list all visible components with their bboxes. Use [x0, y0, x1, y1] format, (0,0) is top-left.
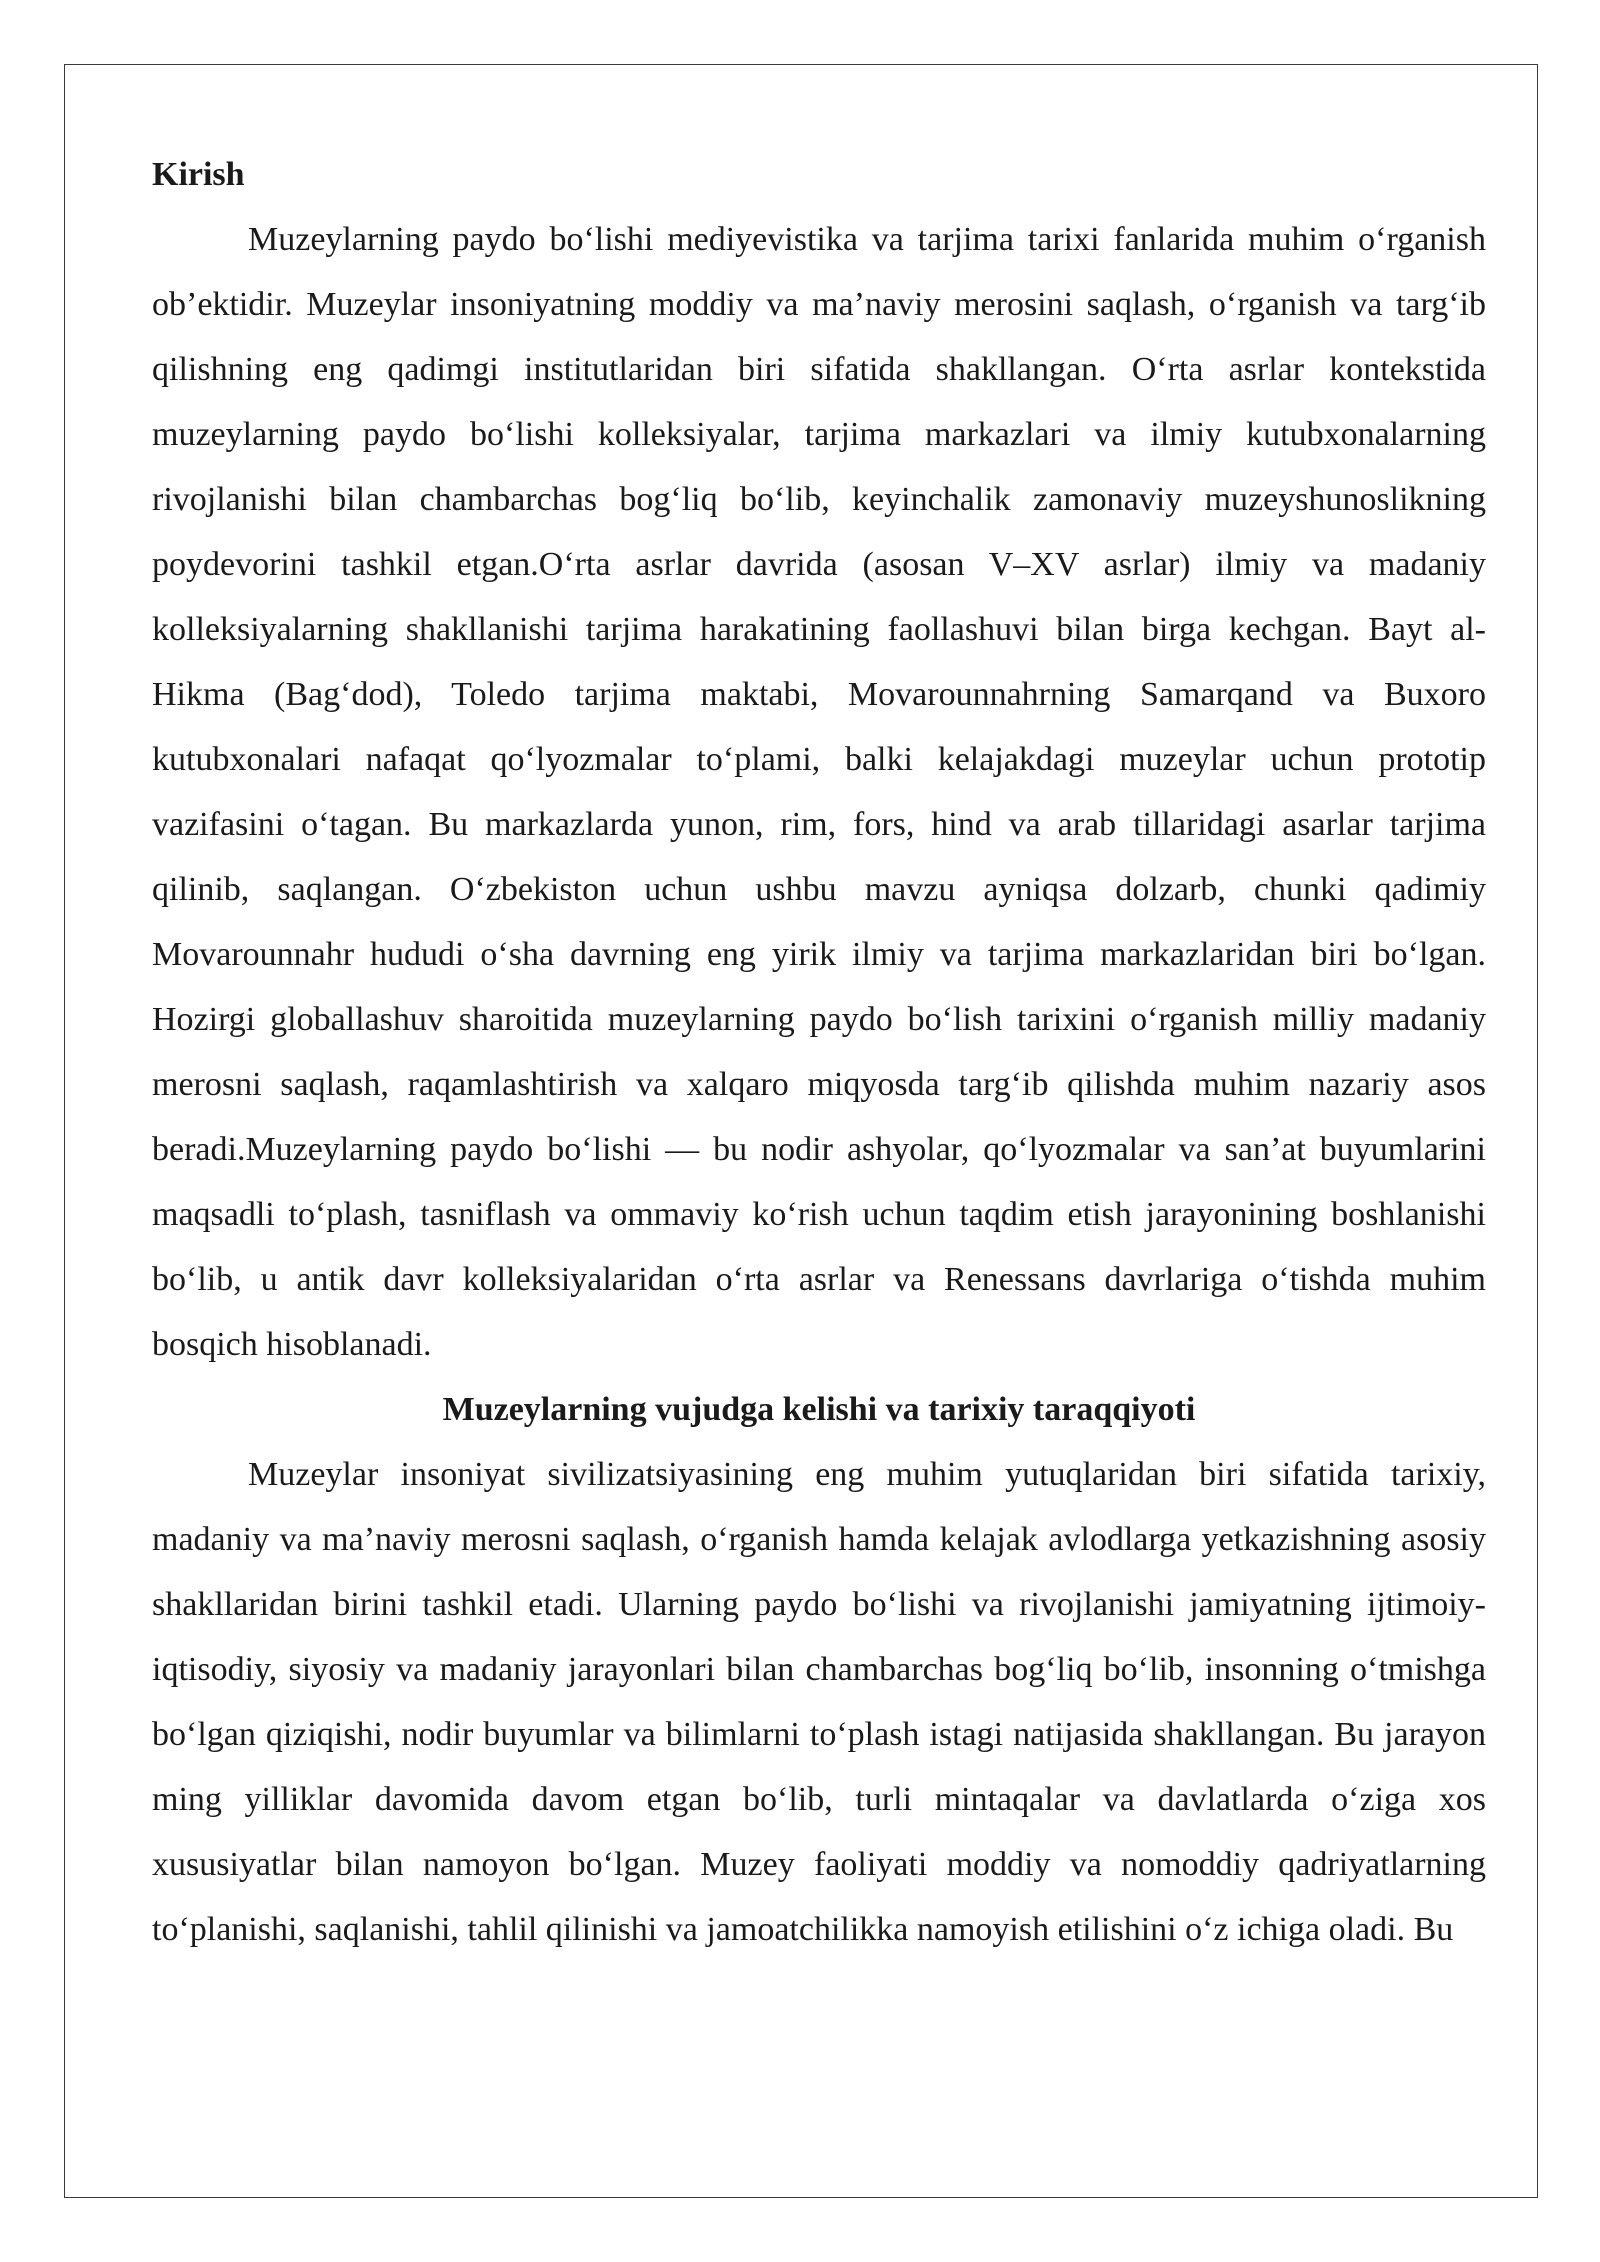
document-body [152, 142, 1486, 1962]
intro-paragraph: Muzeylarning paydo bo‘lishi mediyevistika va tarjima tarixi fanlarida muhim o‘rganish ob’ektidir. Muzeylar insoniyatning moddiy va ma’naviy merosini saqlash, o‘rganish va targ‘ib qilishning eng qadimgi institutlaridan biri sifatida shakllangan. O‘rta asrlar kontekstida muzeylarning paydo bo‘lishi kolleksiyalar, tarjima markazlari va ilmiy kutubxonalarning rivojlanishi bilan chambarchas bog‘liq bo‘lib, keyinchalik zamonaviy muzeyshunoslikning poydevorini tashkil etgan.O‘rta asrlar davrida (asosan V–XV asrlar) ilmiy va madaniy kolleksiyalarning shakllanishi tarjima harakatining faollashuvi bilan birga kechgan. Bayt al-Hikma (Bag‘dod), Toledo tarjima maktabi, Movarounnahrning Samarqand va Buxoro kutubxonalari nafaqat qo‘lyozmalar to‘plami, balki kelajakdagi muzeylar uchun prototip vazifasini o‘tagan. Bu markazlarda yunon, rim, fors, hind va arab tillaridagi asarlar tarjima qilinib, saqlangan. O‘zbekiston uchun ushbu mavzu ayniqsa dolzarb, chunki qadimiy Movarounnahr hududi o‘sha davrning eng yirik ilmiy va tarjima markazlaridan biri bo‘lgan. Hozirgi globallashuv sharoitida muzeylarning paydo bo‘lish tarixini o‘rganish milliy madaniy merosni saqlash, raqamlashtirish va xalqaro miqyosda targ‘ib qilishda muhim nazariy asos beradi.Muzeylarning paydo bo‘lishi — bu nodir ashyolar, qo‘lyozmalar va san’at buyumlarini maqsadli to‘plash, tasniflash va ommaviy ko‘rish uchun taqdim etish jarayonining boshlanishi bo‘lib, u antik davr kolleksiyalaridan o‘rta asrlar va Renessans davrlariga o‘tishda muhim bosqich hisoblanadi. [152, 221, 1486, 1363]
intro-heading: Kirish [152, 156, 245, 193]
section-paragraph: Muzeylar insoniyat sivilizatsiyasining eng muhim yutuqlaridan biri sifatida tarixiy, madaniy va ma’naviy merosni saqlash, o‘rganish hamda kelajak avlodlarga yetkazishning asosiy shakllaridan birini tashkil etadi. Ularning paydo bo‘lishi va rivojlanishi jamiyatning ijtimoiy-iqtisodiy, siyosiy va madaniy jarayonlari bilan chambarchas bog‘liq bo‘lib, insonning o‘tmishga bo‘lgan qiziqishi, nodir buyumlar va bilimlarni to‘plash istagi natijasida shakllangan. Bu jarayon ming yilliklar davomida davom etgan bo‘lib, turli mintaqalar va davlatlarda o‘ziga xos xususiyatlar bilan namoyon bo‘lgan. Muzey faoliyati moddiy va nomoddiy qadriyatlarning to‘planishi, saqlanishi, tahlil qilinishi va jamoatchilikka namoyish etilishini o‘z ichiga oladi. Bu [152, 1456, 1486, 1948]
section-heading: Muzeylarning vujudga kelishi va tarixiy taraqqiyoti [442, 1391, 1196, 1428]
